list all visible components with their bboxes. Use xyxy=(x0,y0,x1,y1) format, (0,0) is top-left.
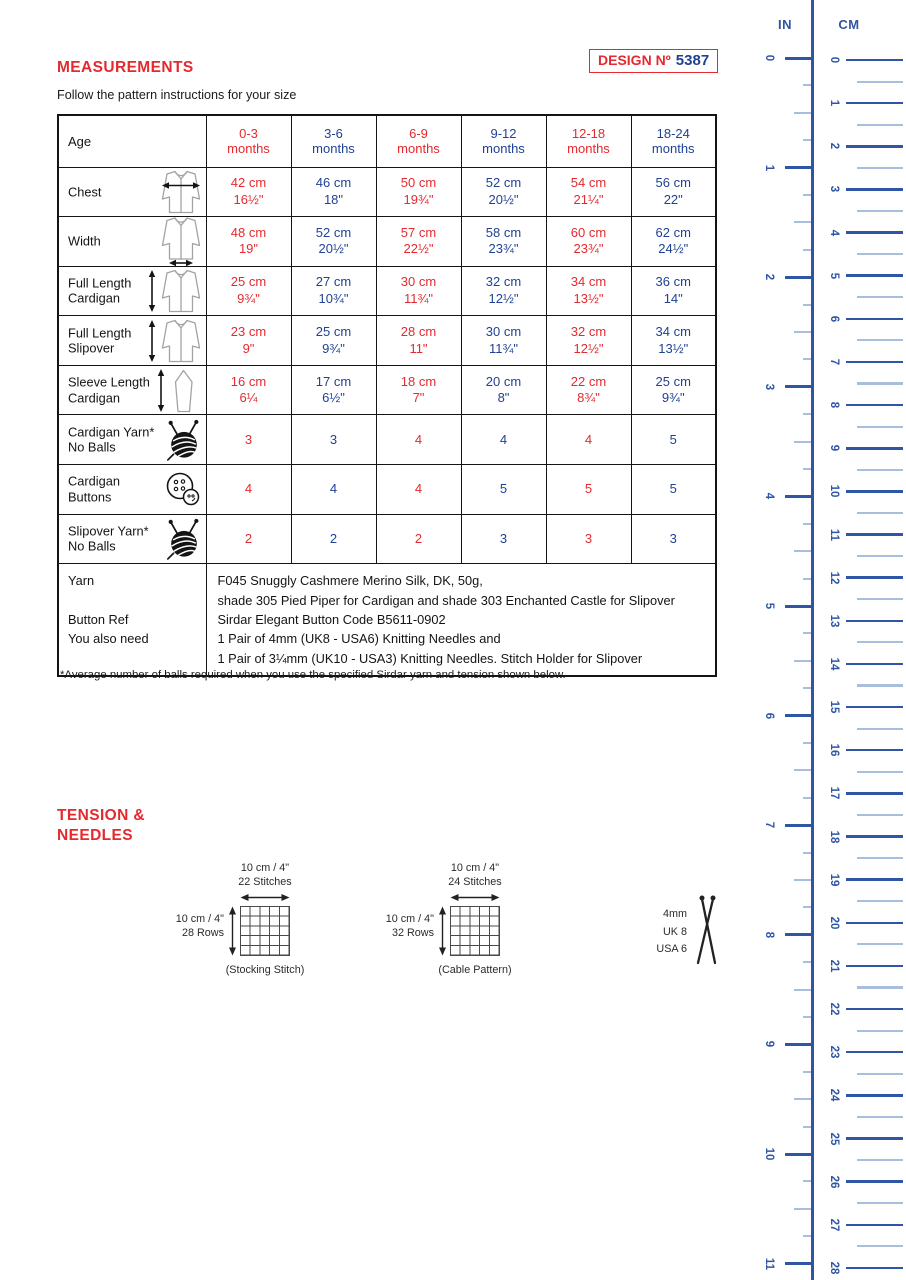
age-column-header: 9-12 months xyxy=(461,115,546,167)
ruler-tick xyxy=(785,824,811,827)
horizontal-arrow-icon xyxy=(240,893,290,902)
table-row xyxy=(58,316,716,366)
row-label: Full Length Slipover xyxy=(68,325,132,356)
ruler-tick xyxy=(857,81,903,83)
yarn-info-text: F045 Snuggly Cashmere Merino Silk, DK, 50g, shade 305 Pied Piper for Cardigan and shade 303 Enchanted Castle for Slipover Sirdar Elegant Button Code B5611-0902 1 Pair of 4mm (UK8 - USA6) Knitting Needles and 1 Pair of 3¼mm (UK10 - USA3) Knitting Needles. Stitch Holder for Slipover xyxy=(206,564,716,677)
table-cell: 50 cm 19¾" xyxy=(376,167,461,217)
row-label-cell xyxy=(58,415,206,465)
ruler-tick xyxy=(846,533,903,536)
ruler-tick xyxy=(846,318,903,321)
table-cell: 4 xyxy=(546,415,631,465)
ruler-tick xyxy=(857,900,903,902)
ruler-number: 1 xyxy=(828,99,840,107)
ruler-tick xyxy=(803,578,811,580)
row-label: Width xyxy=(68,233,101,249)
swatch-left-label xyxy=(162,913,224,940)
table-cell: 58 cm 23¾" xyxy=(461,217,546,267)
table-cell: 4 xyxy=(461,415,546,465)
ruler-tick xyxy=(803,1016,811,1018)
table-cell: 57 cm 22½" xyxy=(376,217,461,267)
table-cell: 34 cm 13½" xyxy=(546,266,631,316)
ruler-tick xyxy=(846,1094,903,1097)
ruler-tick xyxy=(857,167,903,169)
ruler-tick xyxy=(857,1116,903,1118)
cardigan-chest-icon xyxy=(159,169,203,215)
ruler-number: 15 xyxy=(828,700,840,714)
ruler-tick xyxy=(857,339,903,341)
table-cell: 23 cm 9" xyxy=(206,316,291,366)
ruler-tick xyxy=(846,1180,903,1183)
ruler-tick xyxy=(857,684,903,686)
ruler-number: 1 xyxy=(763,164,775,171)
yarn-info-labels: Yarn Button Ref You also need xyxy=(58,564,206,677)
table-cell: 20 cm 8" xyxy=(461,365,546,415)
ruler-tick xyxy=(785,57,811,60)
table-cell: 30 cm 11¾" xyxy=(461,316,546,366)
row-label-cell xyxy=(58,217,206,267)
ruler-number: 11 xyxy=(763,1257,775,1270)
ruler-tick xyxy=(846,792,903,795)
ruler-tick xyxy=(803,304,811,306)
swatch-row-count: 28 Rows xyxy=(181,926,224,939)
ruler-tick xyxy=(846,231,903,234)
table-cell: 30 cm 11¾" xyxy=(376,266,461,316)
ruler-number: 0 xyxy=(763,54,775,62)
table-cell: 22 cm 8¾" xyxy=(546,365,631,415)
ruler-tick xyxy=(846,576,903,579)
swatch-height-measure: 10 cm / 4" xyxy=(175,913,224,925)
ruler-number: 4 xyxy=(828,229,840,236)
ruler-tick xyxy=(803,1180,811,1182)
ruler-baseline xyxy=(811,0,814,1280)
ruler-tick xyxy=(794,331,811,333)
ruler-number: 10 xyxy=(828,484,840,498)
ruler-tick xyxy=(785,605,811,608)
table-cell: 42 cm 16½" xyxy=(206,167,291,217)
table-cell: 25 cm 9¾" xyxy=(631,365,716,415)
swatch-top-label xyxy=(415,862,535,889)
table-cell: 56 cm 22" xyxy=(631,167,716,217)
tension-heading-line2: NEEDLES xyxy=(57,827,134,844)
table-cell: 4 xyxy=(291,465,376,515)
row-label: Slipover Yarn* No Balls xyxy=(68,523,149,554)
swatch-top-label xyxy=(205,862,325,889)
ruler-tick xyxy=(846,361,903,364)
table-cell: 27 cm 10¾" xyxy=(291,266,376,316)
cardigan-width-icon xyxy=(159,216,203,267)
table-row xyxy=(58,514,716,564)
ruler-tick xyxy=(794,112,811,114)
needle-size-mm: 4mm xyxy=(663,908,687,920)
ruler-tick xyxy=(857,124,903,126)
tension-swatch-stocking xyxy=(160,862,380,982)
row-label: Chest xyxy=(68,184,102,200)
ruler-tick xyxy=(785,276,811,279)
footnote-text: *Average number of balls required when you use the specified Sirdar yarn and tension shown below. xyxy=(60,669,566,681)
ruler-number: 2 xyxy=(828,143,840,150)
ruler-number: 28 xyxy=(828,1261,840,1275)
ruler-number: 9 xyxy=(763,1041,775,1048)
ruler-number: 3 xyxy=(763,383,775,390)
ruler-number: 20 xyxy=(828,916,840,930)
row-label-cell xyxy=(58,316,206,366)
table-cell: 2 xyxy=(291,514,376,564)
ruler-tick xyxy=(846,749,903,752)
ruler-tick xyxy=(803,687,811,689)
table-cell: 2 xyxy=(376,514,461,564)
ruler-tick xyxy=(803,139,811,141)
tension-swatch-cable xyxy=(370,862,590,982)
ruler-tick xyxy=(857,1159,903,1161)
age-column-header: 0-3 months xyxy=(206,115,291,167)
table-cell: 46 cm 18" xyxy=(291,167,376,217)
swatch-row-count: 32 Rows xyxy=(391,926,434,939)
ruler-tick xyxy=(846,706,903,709)
ruler-tick xyxy=(857,469,903,471)
table-cell: 48 cm 19" xyxy=(206,217,291,267)
table-row xyxy=(58,167,716,217)
tension-needles-heading xyxy=(57,806,145,846)
ruler-tick xyxy=(803,742,811,744)
needle-size-usa: USA 6 xyxy=(656,943,687,955)
ruler-number: 10 xyxy=(763,1147,775,1161)
ruler-tick xyxy=(803,1126,811,1128)
ruler-number: 3 xyxy=(828,186,840,193)
yarn-ball-icon xyxy=(165,418,203,462)
ruler-tick xyxy=(857,296,903,298)
measurements-heading: MEASUREMENTS xyxy=(57,59,194,76)
table-cell: 16 cm 6¼ xyxy=(206,365,291,415)
ruler-tick xyxy=(785,1262,811,1265)
swatch-caption: (Stocking Stitch) xyxy=(225,964,305,976)
ruler-tick xyxy=(803,358,811,360)
ruler-tick xyxy=(785,385,811,388)
ruler-tick xyxy=(794,660,811,662)
ruler-number: 12 xyxy=(828,571,840,585)
vertical-arrow-icon xyxy=(438,906,447,956)
ruler-tick xyxy=(857,512,903,514)
table-cell: 25 cm 9¾" xyxy=(206,266,291,316)
ruler-number: 2 xyxy=(763,273,775,281)
swatch-left-label xyxy=(372,913,434,940)
ruler-number: 8 xyxy=(763,931,775,938)
ruler-cm-header: CM xyxy=(838,17,860,32)
ruler-number: 26 xyxy=(828,1175,840,1188)
sleeve-length-icon xyxy=(155,366,203,414)
age-column-header: 3-6 months xyxy=(291,115,376,167)
ruler-number: 14 xyxy=(828,657,840,671)
table-cell: 4 xyxy=(206,465,291,515)
ruler-tick xyxy=(803,961,811,963)
ruler-number: 11 xyxy=(828,528,840,541)
swatch-caption: (Cable Pattern) xyxy=(438,964,512,976)
ruler-tick xyxy=(846,59,903,62)
swatch-stitch-count: 22 Stitches xyxy=(238,875,292,888)
row-label: Sleeve Length Cardigan xyxy=(68,374,150,406)
table-cell: 4 xyxy=(376,465,461,515)
ruler-number: 4 xyxy=(763,493,775,500)
ruler-number: 21 xyxy=(828,959,840,973)
ruler-tick xyxy=(803,523,811,525)
ruler-tick xyxy=(857,857,903,859)
ruler-tick xyxy=(857,210,903,212)
ruler-tick xyxy=(794,989,811,991)
table-cell: 62 cm 24½" xyxy=(631,217,716,267)
ruler-tick xyxy=(846,490,903,493)
ruler-tick xyxy=(794,221,811,223)
needle-size-info xyxy=(625,893,735,973)
ruler-tick xyxy=(803,413,811,415)
ruler-number: 7 xyxy=(828,358,840,366)
table-cell: 52 cm 20½" xyxy=(461,167,546,217)
table-cell: 28 cm 11" xyxy=(376,316,461,366)
row-label: Full Length Cardigan xyxy=(68,275,132,306)
ruler-tick xyxy=(846,965,903,968)
ruler-tick xyxy=(785,933,811,936)
swatch-stitch-count: 24 Stitches xyxy=(448,875,502,888)
table-cell: 17 cm 6½" xyxy=(291,365,376,415)
tension-grid xyxy=(240,906,290,956)
measurements-table xyxy=(57,114,717,677)
ruler-tick xyxy=(846,274,903,277)
ruler-tick xyxy=(785,495,811,498)
ruler-tick xyxy=(785,714,811,717)
ruler-tick xyxy=(785,1153,811,1156)
ruler-tick xyxy=(857,986,903,988)
ruler-tick xyxy=(846,922,903,925)
ruler-tick xyxy=(846,1008,903,1011)
swatch-height-measure: 10 cm / 4" xyxy=(385,913,434,925)
yarn-ball-icon xyxy=(165,517,203,561)
table-cell: 4 xyxy=(376,415,461,465)
ruler-number: 19 xyxy=(828,873,840,887)
size-instruction-text: Follow the pattern instructions for your size xyxy=(57,88,297,102)
table-row xyxy=(58,365,716,415)
table-cell: 3 xyxy=(631,514,716,564)
ruler-tick xyxy=(857,1202,903,1204)
ruler-tick xyxy=(803,852,811,854)
design-number: 5387 xyxy=(675,52,710,69)
ruler-tick xyxy=(857,814,903,816)
ruler-tick xyxy=(857,426,903,428)
table-cell: 25 cm 9¾" xyxy=(291,316,376,366)
table-row xyxy=(58,266,716,316)
ruler-number: 5 xyxy=(763,602,775,610)
ruler-tick xyxy=(846,1051,903,1054)
table-cell: 5 xyxy=(631,465,716,515)
ruler-tick xyxy=(857,382,903,384)
table-cell: 5 xyxy=(461,465,546,515)
ruler-tick xyxy=(794,879,811,881)
table-row xyxy=(58,465,716,515)
ruler-tick xyxy=(803,797,811,799)
ruler-tick xyxy=(803,194,811,196)
ruler-number: 25 xyxy=(828,1132,840,1145)
ruler-tick xyxy=(846,188,903,191)
table-cell: 3 xyxy=(461,514,546,564)
table-cell: 5 xyxy=(546,465,631,515)
ruler-tick xyxy=(794,1208,811,1210)
table-cell: 32 cm 12½" xyxy=(461,266,546,316)
ruler-tick xyxy=(785,1043,811,1046)
ruler-tick xyxy=(846,145,903,148)
ruler-tick xyxy=(803,1071,811,1073)
ruler-tick xyxy=(846,1224,903,1227)
row-label-cell xyxy=(58,167,206,217)
cardigan-length-icon xyxy=(147,268,203,314)
needle-size-uk: UK 8 xyxy=(662,925,687,938)
ruler-tick xyxy=(794,1098,811,1100)
ruler-number: 17 xyxy=(828,786,840,800)
vertical-arrow-icon xyxy=(228,906,237,956)
ruler-tick xyxy=(857,1245,903,1247)
tension-heading-line1: TENSION & xyxy=(57,807,145,824)
age-column-header: 18-24 months xyxy=(631,115,716,167)
age-column-header: 12-18 months xyxy=(546,115,631,167)
ruler-inches-header: IN xyxy=(778,17,792,32)
row-label-cell xyxy=(58,465,206,515)
yarn-info-row xyxy=(58,564,716,677)
design-number-box xyxy=(589,49,718,73)
row-label-cell xyxy=(58,365,206,415)
design-label: DESIGN Nº xyxy=(598,52,671,68)
table-cell: 32 cm 12½" xyxy=(546,316,631,366)
table-cell: 36 cm 14" xyxy=(631,266,716,316)
ruler-tick xyxy=(857,771,903,773)
ruler-tick xyxy=(846,620,903,623)
horizontal-arrow-icon xyxy=(450,893,500,902)
ruler-tick xyxy=(846,404,903,407)
ruler-tick xyxy=(857,1030,903,1032)
ruler-number: 24 xyxy=(828,1088,840,1102)
ruler-tick xyxy=(857,728,903,730)
ruler-tick xyxy=(857,943,903,945)
ruler-number: 23 xyxy=(828,1045,840,1059)
ruler-tick xyxy=(857,555,903,557)
swatch-width-measure: 10 cm / 4" xyxy=(240,862,290,874)
ruler-tick xyxy=(785,166,811,169)
table-cell: 3 xyxy=(291,415,376,465)
row-label-cell xyxy=(58,266,206,316)
ruler-tick xyxy=(846,878,903,881)
table-cell: 60 cm 23¾" xyxy=(546,217,631,267)
ruler-tick xyxy=(794,441,811,443)
ruler-tick xyxy=(846,835,903,838)
ruler-tick xyxy=(846,663,903,666)
crossed-needles-icon xyxy=(692,893,722,967)
buttons-icon xyxy=(163,471,203,507)
row-label-cell xyxy=(58,514,206,564)
swatch-width-measure: 10 cm / 4" xyxy=(450,862,500,874)
ruler-number: 16 xyxy=(828,743,840,757)
table-row xyxy=(58,415,716,465)
table-cell: 3 xyxy=(546,514,631,564)
ruler-tick xyxy=(803,906,811,908)
table-cell: 34 cm 13½" xyxy=(631,316,716,366)
ruler-number: 5 xyxy=(828,272,840,279)
ruler-tick xyxy=(803,249,811,251)
ruler-tick xyxy=(794,550,811,552)
ruler-number: 6 xyxy=(763,712,775,719)
table-cell: 54 cm 21¼" xyxy=(546,167,631,217)
table-cell: 2 xyxy=(206,514,291,564)
ruler-tick xyxy=(803,632,811,634)
ruler-number: 18 xyxy=(828,830,840,843)
ruler-tick xyxy=(846,447,903,450)
row-label: Cardigan Yarn* No Balls xyxy=(68,424,155,455)
table-cell: 18 cm 7" xyxy=(376,365,461,415)
ruler-tick xyxy=(794,769,811,771)
ruler-number: 0 xyxy=(828,56,840,64)
ruler-tick xyxy=(846,102,903,105)
table-header-row xyxy=(58,115,716,167)
ruler-tick xyxy=(803,1235,811,1237)
ruler-tick xyxy=(846,1267,903,1270)
ruler-number: 9 xyxy=(828,445,840,452)
table-cell: 3 xyxy=(206,415,291,465)
slipover-length-icon xyxy=(147,318,203,364)
ruler-tick xyxy=(857,1073,903,1075)
age-header-cell: Age xyxy=(58,115,206,167)
age-column-header: 6-9 months xyxy=(376,115,461,167)
table-cell: 52 cm 20½" xyxy=(291,217,376,267)
ruler-number: 13 xyxy=(828,614,840,628)
table-cell: 5 xyxy=(631,415,716,465)
table-row xyxy=(58,217,716,267)
ruler-tick xyxy=(857,641,903,643)
ruler-number: 6 xyxy=(828,315,840,322)
ruler-tick xyxy=(857,598,903,600)
tension-grid xyxy=(450,906,500,956)
row-label: Cardigan Buttons xyxy=(68,473,120,505)
ruler-tick xyxy=(803,84,811,86)
ruler-tick xyxy=(857,253,903,255)
ruler-number: 8 xyxy=(828,401,840,409)
ruler-tick xyxy=(803,468,811,470)
ruler-number: 27 xyxy=(828,1218,840,1232)
ruler-number: 22 xyxy=(828,1002,840,1016)
ruler-number: 7 xyxy=(763,821,775,829)
ruler-tick xyxy=(846,1137,903,1140)
